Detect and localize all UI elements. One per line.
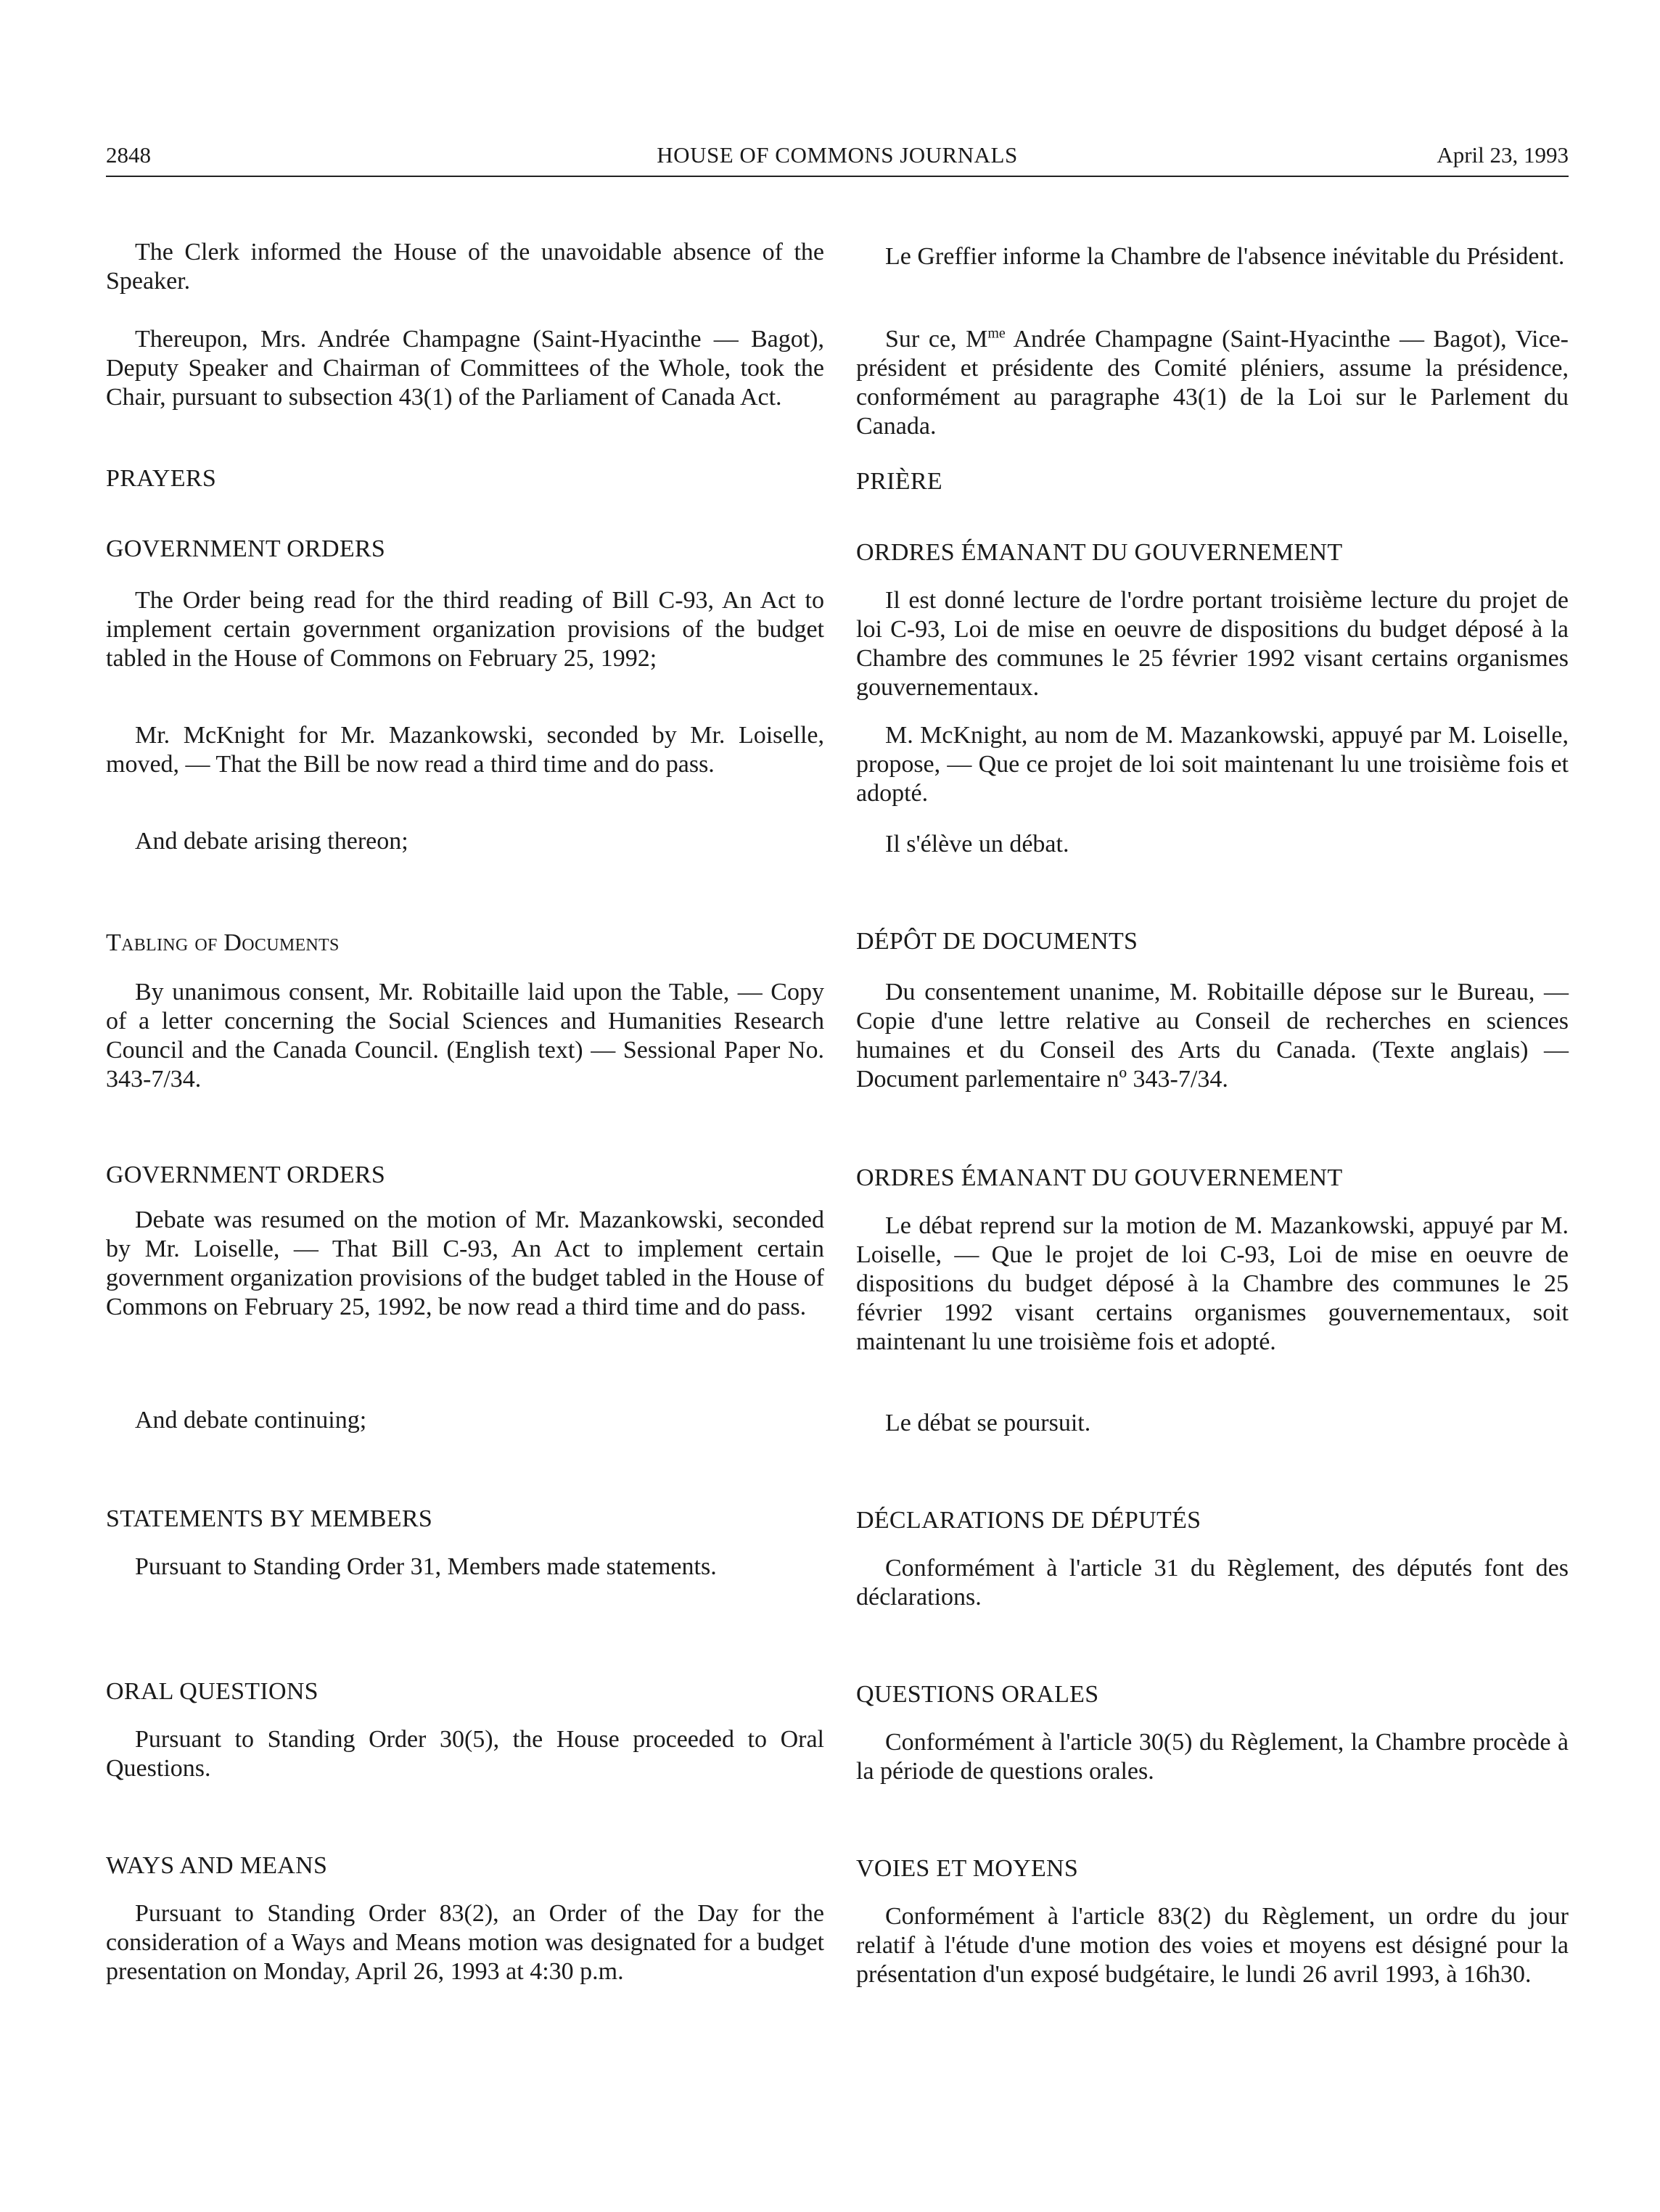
en-heading-prayers: PRAYERS xyxy=(106,465,217,492)
en-order-paragraph: The Order being read for the third reading of Bill C-93, An Act to implement certain government organization provisions of the budget tabled in the House of Commons on February 25, 1992; xyxy=(106,587,824,672)
en-tabling-paragraph: By unanimous consent, Mr. Robitaille laid upon the Table, — Copy of a letter concerning the Social Sciences and Humanities Research Council and the Canada Council. (English text) — Sessional Paper No. 343-7/34. xyxy=(106,979,824,1093)
fr-debat-arising: Il s'élève un débat. xyxy=(885,831,1069,858)
en-debate-arising: And debate arising thereon; xyxy=(135,828,408,855)
en-thereupon-paragraph: Thereupon, Mrs. Andrée Champagne (Saint-Hyacinthe — Bagot), Deputy Speaker and Chairman of Committees of the Whole, took the Chair, pursuant to subsection 43(1) of the Parliament of Canada Act. xyxy=(106,326,824,411)
fr-heading-ordres-2: ORDRES ÉMANANT DU GOUVERNEMENT xyxy=(856,1164,1343,1191)
en-motion-paragraph: Mr. McKnight for Mr. Mazankowski, seconded by Mr. Loiselle, moved, — That the Bill be now read a third time and do pass. xyxy=(106,722,824,778)
journal-title: HOUSE OF COMMONS JOURNALS xyxy=(657,142,1018,168)
fr-questions-paragraph: Conformément à l'article 30(5) du Règlement, la Chambre procède à la période de questions orales. xyxy=(856,1729,1569,1785)
en-heading-tabling: Tabling of Documents xyxy=(106,929,340,956)
en-heading-government-orders-2: GOVERNMENT ORDERS xyxy=(106,1161,386,1188)
fr-voies-paragraph: Conformément à l'article 83(2) du Règlement, un ordre du jour relatif à l'étude d'une motion des voies et moyens est désigné pour la présentation d'un exposé budgétaire, le lundi 26 avril 1993, à 16h30. xyxy=(856,1903,1569,1988)
fr-heading-ordres-1: ORDRES ÉMANANT DU GOUVERNEMENT xyxy=(856,539,1343,566)
fr-surce-paragraph: Sur ce, $M^{me}$ Andrée Champagne (Saint-Hyacinthe — Bagot), Vice-président et présidente des Comité pléniers, assume la présidence, conformément au paragraphe 43(1) de la Loi sur le Parlement du Canada. xyxy=(856,325,1569,440)
fr-heading-depot: DÉPÔT DE DOCUMENTS xyxy=(856,928,1138,955)
page-header xyxy=(106,142,1569,176)
fr-declarations-paragraph: Conformément à l'article 31 du Règlement, des députés font des déclarations. xyxy=(856,1555,1569,1611)
page-number: 2848 xyxy=(106,142,151,168)
en-clerk-paragraph: The Clerk informed the House of the unavoidable absence of the Speaker. xyxy=(106,239,824,295)
en-ways-paragraph: Pursuant to Standing Order 83(2), an Order of the Day for the consideration of a Ways and Means motion was designated for a budget presentation on Monday, April 26, 1993 at 4:30 p.m. xyxy=(106,1900,824,1985)
en-debate-continuing: And debate continuing; xyxy=(135,1407,367,1434)
fr-heading-declarations: DÉCLARATIONS DE DÉPUTÉS xyxy=(856,1507,1201,1534)
fr-greffier-paragraph: Le Greffier informe la Chambre de l'absence inévitable du Président. xyxy=(885,243,1565,270)
en-heading-ways-means: WAYS AND MEANS xyxy=(106,1852,328,1879)
fr-heading-priere: PRIÈRE xyxy=(856,468,942,495)
en-statements-paragraph: Pursuant to Standing Order 31, Members made statements. xyxy=(135,1553,717,1580)
journal-date: April 23, 1993 xyxy=(1437,142,1569,168)
fr-depot-paragraph: Du consentement unanime, M. Robitaille dépose sur le Bureau, — Copie d'une lettre relative au Conseil de recherches en sciences humaines et du Conseil des Arts du Canada. (Texte anglais) — Document parlementaire nº 343-7/34. xyxy=(856,979,1569,1093)
en-heading-statements: STATEMENTS BY MEMBERS xyxy=(106,1505,433,1532)
en-resumed-paragraph: Debate was resumed on the motion of Mr. Mazankowski, seconded by Mr. Loiselle, — That Bill C-93, An Act to implement certain government organization provisions of the budget tabled in the House of Commons on February 25, 1992, be now read a third time and do pass. xyxy=(106,1206,824,1320)
header-rule xyxy=(106,176,1569,177)
fr-heading-voies: VOIES ET MOYENS xyxy=(856,1855,1079,1882)
en-heading-oral-questions: ORAL QUESTIONS xyxy=(106,1678,319,1705)
fr-reprend-paragraph: Le débat reprend sur la motion de M. Mazankowski, appuyé par M. Loiselle, — Que le projet de loi C-93, Loi de mise en oeuvre de dispositions du budget déposé à la Chambre des communes le 25 février 1992 visant certains organismes gouvernementaux, soit maintenant lu une troisième fois et adopté. xyxy=(856,1212,1569,1355)
fr-lecture-paragraph: Il est donné lecture de l'ordre portant troisième lecture du projet de loi C-93, Loi de mise en oeuvre de dispositions du budget déposé à la Chambre des communes le 25 février 1992 visant certains organismes gouvernementaux. xyxy=(856,587,1569,701)
en-oral-paragraph: Pursuant to Standing Order 30(5), the House proceeded to Oral Questions. xyxy=(106,1726,824,1782)
en-heading-government-orders-1: GOVERNMENT ORDERS xyxy=(106,535,386,562)
fr-debat-poursuit: Le débat se poursuit. xyxy=(885,1410,1091,1436)
fr-motion-paragraph: M. McKnight, au nom de M. Mazankowski, appuyé par M. Loiselle, propose, — Que ce projet de loi soit maintenant lu une troisième fois et adopté. xyxy=(856,722,1569,807)
fr-heading-questions: QUESTIONS ORALES xyxy=(856,1681,1099,1708)
